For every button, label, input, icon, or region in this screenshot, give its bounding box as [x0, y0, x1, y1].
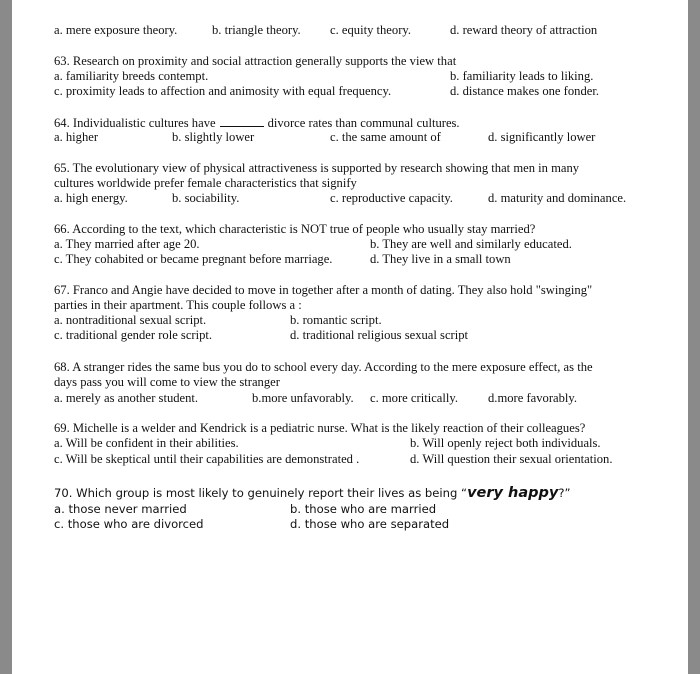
q63-option-d: d. distance makes one fonder.: [450, 84, 599, 98]
q62-option-b: b. triangle theory.: [212, 23, 301, 37]
q70-stem-before: 70. Which group is most likely to genuinely report their lives as being “: [54, 486, 468, 500]
q64-option-b: b. slightly lower: [172, 130, 255, 144]
q68-option-a: a. merely as another student.: [54, 391, 199, 405]
q65-stem-line1: 65. The evolutionary view of physical attractiveness is supported by research showing that men in many: [54, 161, 580, 175]
q67-option-b: b. romantic script.: [290, 313, 382, 327]
q67-stem-line2: parties in their apartment. This couple follows a :: [54, 298, 302, 312]
q70-option-d: d. those who are separated: [290, 517, 450, 531]
q68-stem-line1: 68. A stranger rides the same bus you do to school every day. According to the mere exposure effect, as the: [54, 360, 593, 374]
q63-option-c: c. proximity leads to affection and animosity with equal frequency.: [54, 84, 392, 98]
q65-option-c: c. reproductive capacity.: [330, 191, 453, 205]
q66-option-d: d. They live in a small town: [370, 252, 511, 266]
q64-blank: [220, 115, 264, 127]
q62-option-d: d. reward theory of attraction: [450, 23, 598, 37]
q64-stem-after: divorce rates than communal cultures.: [267, 116, 460, 130]
q70-stem: [54, 485, 571, 501]
q67-option-d: d. traditional religious sexual script: [290, 328, 469, 342]
q64-option-d: d. significantly lower: [488, 130, 596, 144]
q68-option-b: b.more unfavorably.: [252, 391, 354, 405]
q69-option-b: b. Will openly reject both individuals.: [410, 436, 601, 450]
q63-stem: 63. Research on proximity and social attraction generally supports the view that: [54, 54, 457, 68]
q70-stem-after: ?”: [558, 486, 571, 500]
q62-option-a: a. mere exposure theory.: [54, 23, 178, 37]
q67-option-c: c. traditional gender role script.: [54, 328, 213, 342]
q66-stem: 66. According to the text, which characteristic is NOT true of people who usually stay married?: [54, 222, 536, 236]
q69-option-a: a. Will be confident in their abilities.: [54, 436, 239, 450]
q64-option-c: c. the same amount of: [330, 130, 441, 144]
q70-option-c: c. those who are divorced: [54, 517, 204, 531]
q66-option-a: a. They married after age 20.: [54, 237, 200, 251]
q64-option-a: a. higher: [54, 130, 99, 144]
q66-option-c: c. They cohabited or became pregnant before marriage.: [54, 252, 333, 266]
q65-option-d: d. maturity and dominance.: [488, 191, 627, 205]
q65-option-a: a. high energy.: [54, 191, 128, 205]
worksheet-page: [12, 0, 688, 674]
q63-option-a: a. familiarity breeds contempt.: [54, 69, 209, 83]
q67-option-a: a. nontraditional sexual script.: [54, 313, 207, 327]
q64-stem-before: 64. Individualistic cultures have: [54, 116, 216, 130]
q69-option-d: d. Will question their sexual orientation.: [410, 452, 613, 466]
q67-stem-line1: 67. Franco and Angie have decided to move in together after a month of dating. They also hold "swinging": [54, 283, 593, 297]
q69-stem: 69. Michelle is a welder and Kendrick is a pediatric nurse. What is the likely reaction of their colleagues?: [54, 421, 586, 435]
q68-option-c: c. more critically.: [370, 391, 458, 405]
q70-stem-emphasis: very happy: [467, 485, 559, 501]
q70-option-a: a. those never married: [54, 502, 187, 516]
q68-option-d: d.more favorably.: [488, 391, 578, 405]
q63-option-b: b. familiarity leads to liking.: [450, 69, 594, 83]
q62-option-c: c. equity theory.: [330, 23, 412, 37]
q70-option-b: b. those who are married: [290, 502, 437, 516]
q66-option-b: b. They are well and similarly educated.: [370, 237, 572, 251]
q65-stem-line2: cultures worldwide prefer female characteristics that signify: [54, 176, 357, 190]
q65-option-b: b. sociability.: [172, 191, 240, 205]
q64-stem: [54, 115, 460, 130]
q68-stem-line2: days pass you will come to view the stranger: [54, 375, 280, 389]
q69-option-c: c. Will be skeptical until their capabilities are demonstrated .: [54, 452, 360, 466]
